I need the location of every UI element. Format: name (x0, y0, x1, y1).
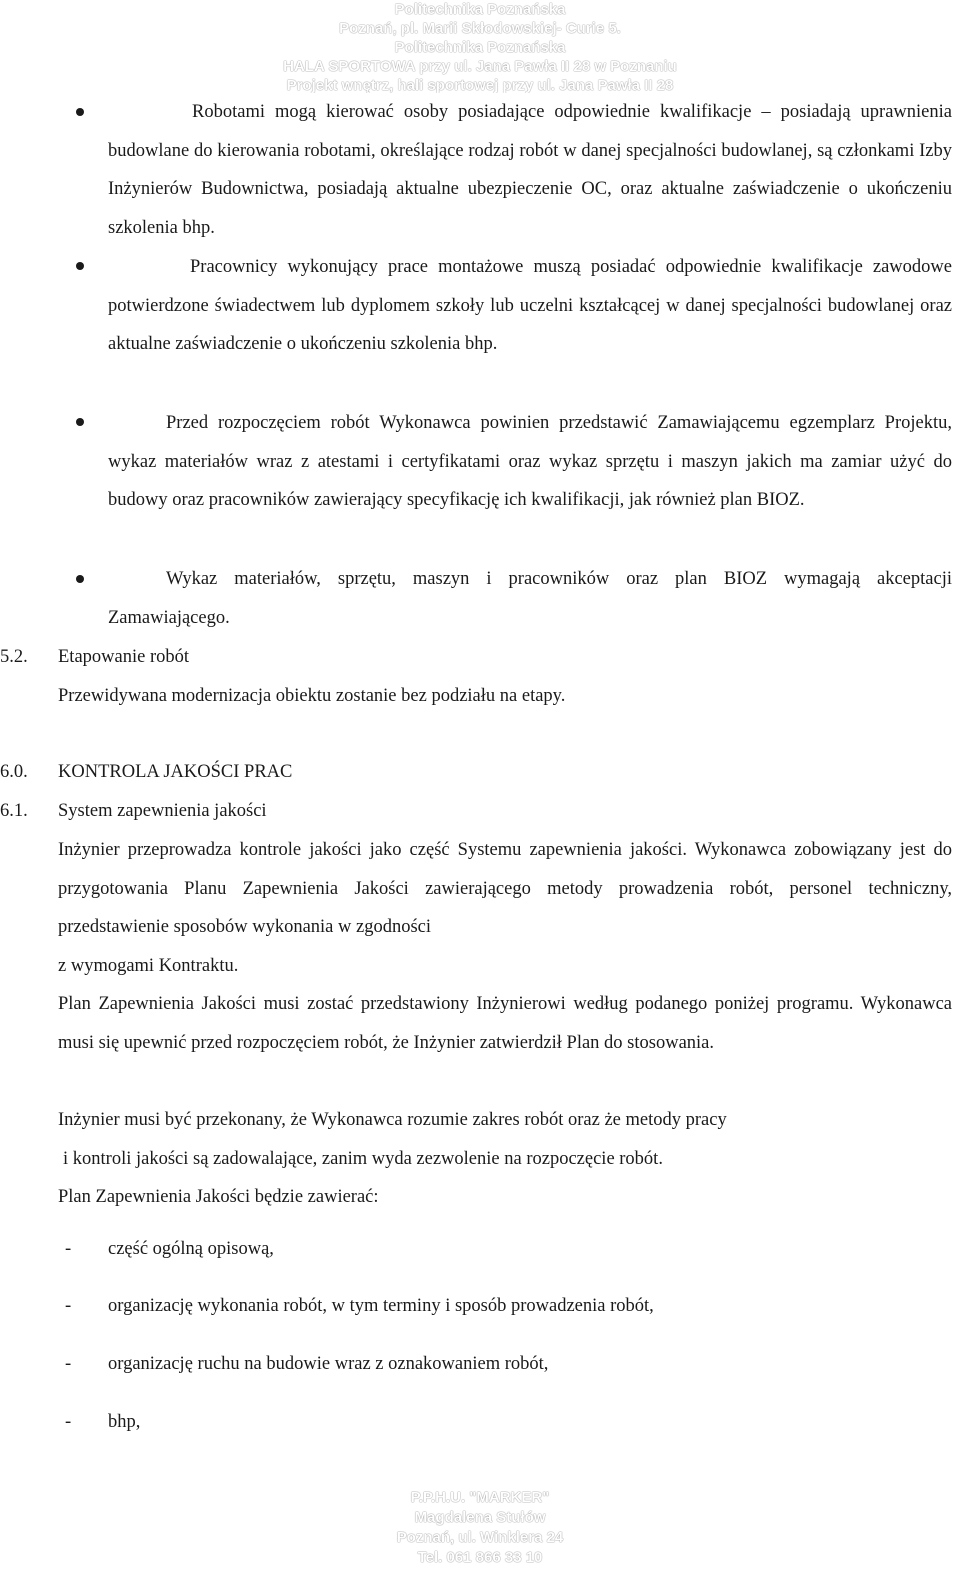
header-line: HALA SPORTOWA przy ul. Jana Pawła II 28 w Poznaniu (283, 58, 677, 75)
paragraph: Inżynier przeprowadza kontrole jakości jako część Systemu zapewnienia jakości. Wykonawca zobowiązany jest do przygotowania Planu Zapewnienia Jakości zawierającego metody prowadzenia robót, personel techniczny, przedstawienie sposobów wykonania w zgodności (58, 840, 952, 937)
header-line: Politechnika Poznańska (394, 39, 566, 56)
section-number: 5.2. (0, 647, 28, 667)
dash-marker: - (65, 1354, 72, 1374)
page-header (0, 0, 960, 93)
dash-marker: - (65, 1239, 72, 1259)
bullet-text: Wykaz materiałów, sprzętu, maszyn i pracowników oraz plan BIOZ wymagają akceptacji Zamawiającego. (108, 569, 952, 628)
dash-marker: - (65, 1412, 72, 1432)
list-item: bhp, (108, 1412, 141, 1432)
list-item: organizację ruchu na budowie wraz z oznakowaniem robót, (108, 1354, 549, 1374)
paragraph: Plan Zapewnienia Jakości musi zostać przedstawiony Inżynierowi według podanego poniżej programu. Wykonawca musi się upewnić przed rozpoczęciem robót, że Inżynier zatwierdził Plan do stosowania. (58, 994, 952, 1053)
paragraph-tail: i kontroli jakości są zadowalające, zanim wyda zezwolenie na rozpoczęcie robót. (63, 1149, 663, 1169)
section-title: System zapewnienia jakości (58, 801, 267, 821)
paragraph: Plan Zapewnienia Jakości będzie zawierać: (58, 1187, 379, 1207)
bullet-dot (76, 418, 84, 426)
section-title: Etapowanie robót (58, 647, 189, 667)
bullet-text: Robotami mogą kierować osoby posiadające odpowiednie kwalifikacje – posiadają uprawnienia budowlane do kierowania robotami, określające rodzaj robót w danej specjalności budowlanej, są członkami Izby Inżynierów Budownictwa, posiadają aktualne ubezpieczenie OC, oraz aktualne zaświadczenie o ukończeniu szkolenia bhp. (108, 102, 952, 238)
section-number: 6.0. (0, 762, 28, 782)
section-number: 6.1. (0, 801, 28, 821)
bullet-dot (76, 262, 84, 270)
header-line: Projekt wnętrz, hali sportowej przy ul. Jana Pawła II 28 (286, 77, 674, 93)
list-item: część ogólną opisową, (108, 1239, 274, 1259)
section-title: KONTROLA JAKOŚCI PRAC (58, 762, 293, 782)
section-text: Przewidywana modernizacja obiektu zostanie bez podziału na etapy. (58, 686, 566, 706)
header-line: Poznań, pl. Marii Skłodowskiej- Curie 5. (339, 20, 621, 37)
page-footer (0, 1488, 960, 1565)
footer-line: Magdalena Stułów (414, 1509, 546, 1526)
footer-line: Tel. 061 866 33 10 (417, 1549, 543, 1565)
bullet-dot (76, 108, 84, 116)
bullet-dot (76, 575, 84, 583)
footer-line: Poznań, ul. Winklera 24 (396, 1529, 564, 1546)
header-line: Politechnika Poznańska (394, 1, 566, 18)
dash-marker: - (65, 1296, 72, 1316)
bullet-text: Przed rozpoczęciem robót Wykonawca powinien przedstawić Zamawiającemu egzemplarz Projektu, wykaz materiałów wraz z atestami i certyfikatami oraz wykaz sprzętu i maszyn jakich ma zamiar użyć do budowy oraz pracowników zawierający specyfikację ich kwalifikacji, jak również plan BIOZ. (108, 413, 952, 510)
paragraph: Inżynier musi być przekonany, że Wykonawca rozumie zakres robót oraz że metody pracy (58, 1110, 727, 1130)
list-item: organizację wykonania robót, w tym terminy i sposób prowadzenia robót, (108, 1296, 654, 1316)
footer-line: P.P.H.U. "MARKER" (410, 1489, 550, 1506)
bullet-text: Pracownicy wykonujący prace montażowe muszą posiadać odpowiednie kwalifikacje zawodowe potwierdzone świadectwem lub dyplomem szkoły lub uczelni kształcącej w danej specjalności budowlanej oraz aktualne zaświadczenie o ukończeniu szkolenia bhp. (108, 257, 952, 354)
paragraph-tail: z wymogami Kontraktu. (58, 956, 239, 976)
